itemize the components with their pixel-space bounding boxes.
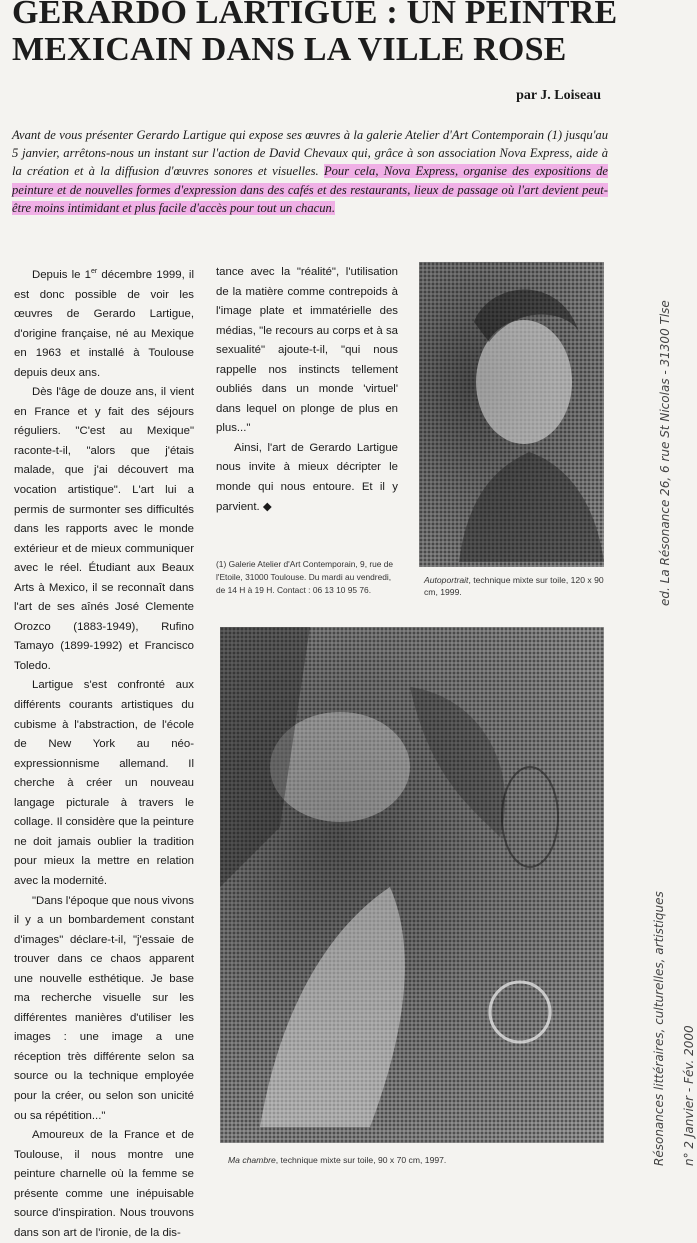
paragraph: tance avec la "réalité", l'utilisation de la matière comme contrepoids à l'image plate et immatérielle des médias, "le recours au corps et à sa sexualité" ajoute-t-il, "qui nous rappelle nos instincts tellement oubliés dans un monde 'virtuel' dans lequel on plonge de plus en plus..."	[216, 266, 398, 435]
title-line-2: MEXICAIN DANS LA VILLE ROSE	[12, 31, 567, 68]
autoportrait-photo	[419, 262, 604, 567]
paragraph: Amoureux de la France et de Toulouse, il nous montre une peinture charnelle où la femme se présente comme une inépuisable source d'inspiration. Nous trouvons dans son art de l'ironie, de la dis-	[14, 1129, 194, 1239]
painting-illustration	[220, 627, 604, 1143]
caption-title: Ma chambre	[228, 1155, 276, 1165]
handwritten-issue-note: n° 2 Janvier - Fév. 2000	[682, 1025, 696, 1166]
portrait-illustration	[419, 262, 604, 567]
caption-autoportrait	[424, 574, 604, 598]
paragraph-text: décembre 1999, il est donc possible de voir les œuvres de Gerardo Lartigue, d'origine française, né au Mexique en 1963 et installé à Toulouse depuis deux ans.	[14, 269, 194, 379]
title-line-1: GERARDO LARTIGUE : UN PEINTRE	[12, 0, 618, 31]
footnote: (1) Galerie Atelier d'Art Contemporain, 9, rue de l'Etoile, 31000 Toulouse. Du mardi au vendredi, de 14 H à 19 H. Contact : 06 13 10 95 76.	[216, 559, 394, 595]
paragraph-text: Depuis le 1	[32, 269, 92, 281]
caption-title: Autoportrait	[424, 575, 469, 585]
caption-text: , technique mixte sur toile, 120 x 90 cm, 1999.	[424, 575, 604, 597]
article-title	[12, 0, 652, 68]
paragraph: Ainsi, l'art de Gerardo Lartigue nous invite à mieux décripter le monde qui nous entoure. Et il y parvient. ◆	[216, 441, 398, 513]
body-column-2	[216, 263, 398, 517]
intro-highlighted-text: Pour cela, Nova Express, organise des expositions de peinture et de nouvelles formes d'expression dans des cafés et des restaurants, lieux de passage où l'art devient peut-être moins intimidant et plus facile d'accès pour tout un chacun.	[12, 164, 608, 215]
intro-text: Avant de vous présenter Gerardo Lartigue qui expose ses œuvres à la galerie Atelier d'Art Contemporain (1) jusqu'au 5 janvier, arrêtons-nous un instant sur l'action de David Chevaux qui, grâce à son association Nova Express, aide à la création et à la diffusion d'œuvres sonores et visuelles.	[12, 128, 608, 179]
caption-text: , technique mixte sur toile, 90 x 70 cm, 1997.	[275, 1155, 447, 1165]
paragraph: "Dans l'époque que nous vivons il y a un bombardement constant d'images" déclare-t-il, "j'essaie de trouver dans ce chaos apparent une nouvelle esthétique. Je base ma recherche visuelle sur les différentes manières d'utiliser les images : une image a une réception très différente selon sa source ou la technique employée pour la créer, ou selon son unicité ou sa répétition..."	[14, 894, 194, 1122]
paragraph	[14, 266, 194, 383]
intro-paragraph	[12, 126, 608, 217]
caption-ma-chambre	[228, 1154, 598, 1166]
body-column-1	[14, 266, 194, 1243]
author-byline: par J. Loiseau	[516, 88, 601, 103]
paragraph: Dès l'âge de douze ans, il vient en France et y fait des séjours réguliers. "C'est au Mexique" raconte-t-il, "alors que j'étais malade, que j'ai découvert ma vocation artistique". L'art lui a permis de surmonter ses difficultés dans les rapports avec le monde extérieur et de mieux communiquer avec le réel. Étudiant aux Beaux Arts à Mexico, il se reconnaît dans l'art de ses aînés José Clemente Orozco (1883-1949), Rufino Tamayo (1899-1992) et Francisco Toledo.	[14, 386, 194, 672]
handwritten-publisher-note: ed. La Résonance 26, 6 rue St Nicolas - 31300 Tlse	[658, 300, 672, 606]
paragraph: Lartigue s'est confronté aux différents courants artistiques du cubisme à l'abstraction, de l'école de New York au néo-expressionnisme allemand. Il cherche à créer un nouveau langage picturale à travers le collage. Il considère que la peinture ne doit jamais oublier la tradition pour mieux la mettre en relation avec la modernité.	[14, 679, 194, 887]
handwritten-magazine-note: Résonances littéraires, culturelles, artistiques	[652, 891, 666, 1166]
superscript: er	[91, 268, 98, 276]
ma-chambre-photo	[220, 627, 604, 1143]
